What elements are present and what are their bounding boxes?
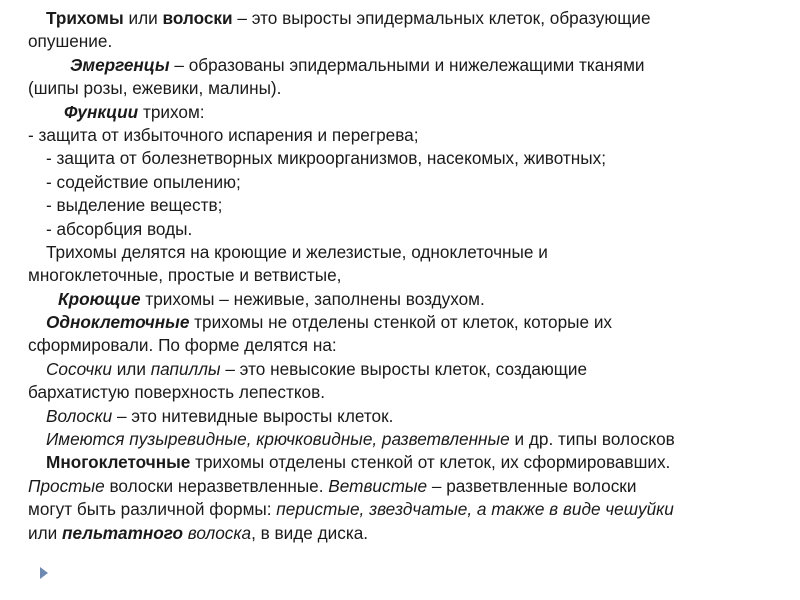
term-simple: Простые bbox=[28, 475, 105, 496]
text: - абсорбция воды. bbox=[46, 218, 193, 239]
text: - содействие опылению; bbox=[46, 171, 241, 192]
hair-types: Имеются пузыревидные, крючковидные, разветвленные bbox=[46, 429, 510, 450]
text: – это нитевидные выросты клеток. bbox=[112, 405, 394, 426]
line-2 bbox=[28, 30, 790, 53]
term-papillae-alt: папиллы bbox=[150, 358, 221, 379]
text: опушение. bbox=[28, 31, 113, 52]
line-16 bbox=[28, 358, 790, 381]
line-21 bbox=[28, 475, 790, 498]
text: – образованы эпидермальными и нижележащими тканями bbox=[169, 54, 645, 75]
text: - защита от избыточного испарения и перегрева; bbox=[28, 124, 419, 145]
text: многоклеточные, простые и ветвистые, bbox=[28, 265, 342, 286]
text: трихомы отделены стенкой от клеток, их сформировавших. bbox=[190, 452, 671, 473]
line-3 bbox=[28, 54, 790, 77]
line-20 bbox=[28, 451, 790, 474]
text: или bbox=[123, 8, 163, 28]
line-15 bbox=[28, 334, 790, 357]
line-12 bbox=[28, 264, 790, 287]
term-trichomes: Трихомы bbox=[46, 8, 124, 28]
text: – это невысокие выросты клеток, создающие bbox=[220, 358, 588, 379]
branch-forms: перистые, звездчатые, а также в виде чешуйки bbox=[276, 499, 674, 520]
list-item bbox=[28, 218, 790, 241]
term-branched: Ветвистые – bbox=[328, 475, 442, 496]
text: - выделение веществ; bbox=[46, 195, 223, 216]
text: Трихомы делятся на кроющие и железистые, одноклеточные и bbox=[46, 241, 548, 262]
text: разветвленные волоски bbox=[441, 475, 637, 496]
text: могут быть различной формы: bbox=[28, 499, 277, 520]
text: трихомы не отделены стенкой от клеток, которые их bbox=[189, 312, 613, 333]
term-hair: волоска bbox=[187, 522, 252, 543]
text: и др. типы волосков bbox=[509, 429, 675, 450]
text: сформировали. По форме делятся на: bbox=[28, 335, 337, 356]
term-peltate: пельтатного bbox=[62, 522, 183, 543]
list-item bbox=[28, 171, 790, 194]
line-23 bbox=[28, 522, 790, 545]
term-unicellular: Одноклеточные bbox=[46, 312, 190, 333]
text: или bbox=[111, 358, 151, 379]
term-functions: Функции bbox=[64, 101, 139, 122]
list-item bbox=[28, 194, 790, 217]
text: волоски неразветвленные. bbox=[104, 475, 329, 496]
term-multicellular: Многоклеточные bbox=[46, 452, 191, 473]
slide-text bbox=[28, 7, 790, 545]
list-item bbox=[28, 124, 790, 147]
line-4 bbox=[28, 77, 790, 100]
text: - защита от болезнетворных микроорганизмов, насекомых, животных; bbox=[46, 148, 607, 169]
play-triangle-icon bbox=[40, 567, 48, 579]
line-11 bbox=[28, 241, 790, 264]
next-slide-button[interactable] bbox=[34, 561, 54, 585]
line-22 bbox=[28, 498, 790, 521]
text: (шипы розы, ежевики, малины). bbox=[28, 78, 282, 99]
term-emergences: Эмергенцы bbox=[70, 54, 170, 75]
term-hairs: волоски bbox=[162, 8, 233, 28]
text: бархатистую поверхность лепестков. bbox=[28, 382, 326, 403]
line-19 bbox=[28, 428, 790, 451]
line-13 bbox=[28, 288, 790, 311]
text: , в виде диска. bbox=[251, 522, 369, 543]
list-item bbox=[28, 147, 790, 170]
text: трихом: bbox=[138, 101, 205, 122]
line-18 bbox=[28, 405, 790, 428]
line-17 bbox=[28, 381, 790, 404]
line-1 bbox=[28, 7, 790, 30]
term-papillae: Сосочки bbox=[46, 358, 112, 379]
text: – это выросты эпидермальных клеток, образующие bbox=[232, 8, 651, 28]
term-hairs-italic: Волоски bbox=[46, 405, 113, 426]
term-covering: Кроющие bbox=[58, 288, 141, 309]
line-14 bbox=[28, 311, 790, 334]
line-5 bbox=[28, 101, 790, 124]
text: или bbox=[28, 522, 63, 543]
text: трихомы – неживые, заполнены воздухом. bbox=[140, 288, 485, 309]
